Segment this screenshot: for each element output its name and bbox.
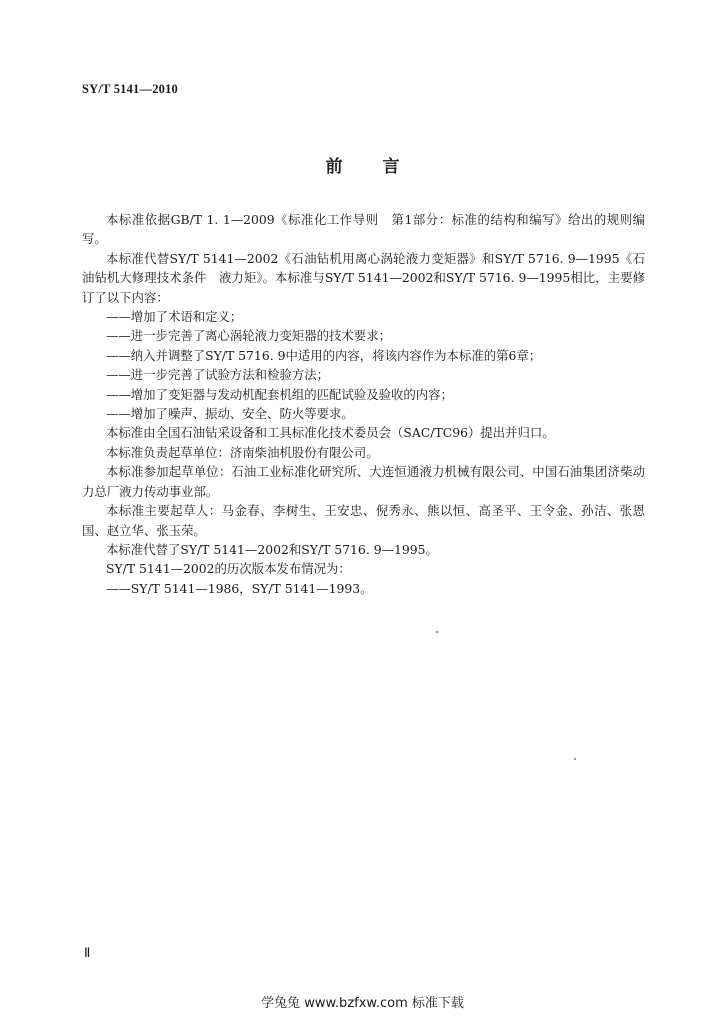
title-char-1: 前 [325,157,343,177]
page-title [0,152,725,177]
change-item: ——增加了术语和定义； [106,309,243,325]
change-item: ——增加了噪声、振动、安全、防火等要求。 [106,406,354,422]
paragraph-proposer: 本标准由全国石油钻采设备和工具标准化技术委员会（SAC/TC96）提出并归口。 [106,425,555,441]
change-item: ——纳入并调整了SY/T 5716. 9中适用的内容，将该内容作为本标准的第6章； [106,347,542,363]
scan-speck [574,758,576,760]
page-number: Ⅱ [84,945,91,960]
paragraph-replacement: 本标准代替SY/T 5141—2002《石油钻机用离心涡轮液力变矩器》和SY/T 5716. 9—1995《石油钻机大修理技术条件 液力矩》。本标准与SY/T 5141—2002和SY/T 5716. 9—1995相比，主要修订了以下内容： [82,250,645,305]
paragraph-supersedes: 本标准代替了SY/T 5141—2002和SY/T 5716. 9—1995。 [106,541,438,557]
history-item: ——SY/T 5141—1986，SY/T 5141—1993。 [106,580,373,596]
paragraph-main-drafters: 本标准主要起草人：马金春、李树生、王安忠、倪秀永、熊以恒、高圣平、王令金、孙洁、张恩国、赵立华、张玉荣。 [82,503,645,538]
scan-speck [436,631,438,633]
paragraph-lead-drafter: 本标准负责起草单位：济南柴油机股份有限公司。 [106,444,379,460]
foreword-body [82,210,645,598]
paragraph-history: SY/T 5141—2002的历次版本发布情况为： [106,561,351,577]
change-item: ——进一步完善了试验方法和检验方法； [106,367,330,383]
paragraph-participating-drafters: 本标准参加起草单位：石油工业标准化研究所、大连恒通液力机械有限公司、中国石油集团济柴动力总厂液力传动事业部。 [82,464,645,499]
paragraph-basis: 本标准依据GB/T 1. 1—2009《标准化工作导则 第1部分：标准的结构和编写》给出的规则编写。 [82,212,645,247]
title-char-2: 言 [382,157,400,177]
change-item: ——进一步完善了离心涡轮液力变矩器的技术要求； [106,328,391,344]
change-item: ——增加了变矩器与发动机配套机组的匹配试验及验收的内容； [106,386,453,402]
watermark-footer: 学兔兔 www.bzfxw.com 标准下载 [261,996,464,1011]
document-code: SY/T 5141—2010 [82,82,178,96]
